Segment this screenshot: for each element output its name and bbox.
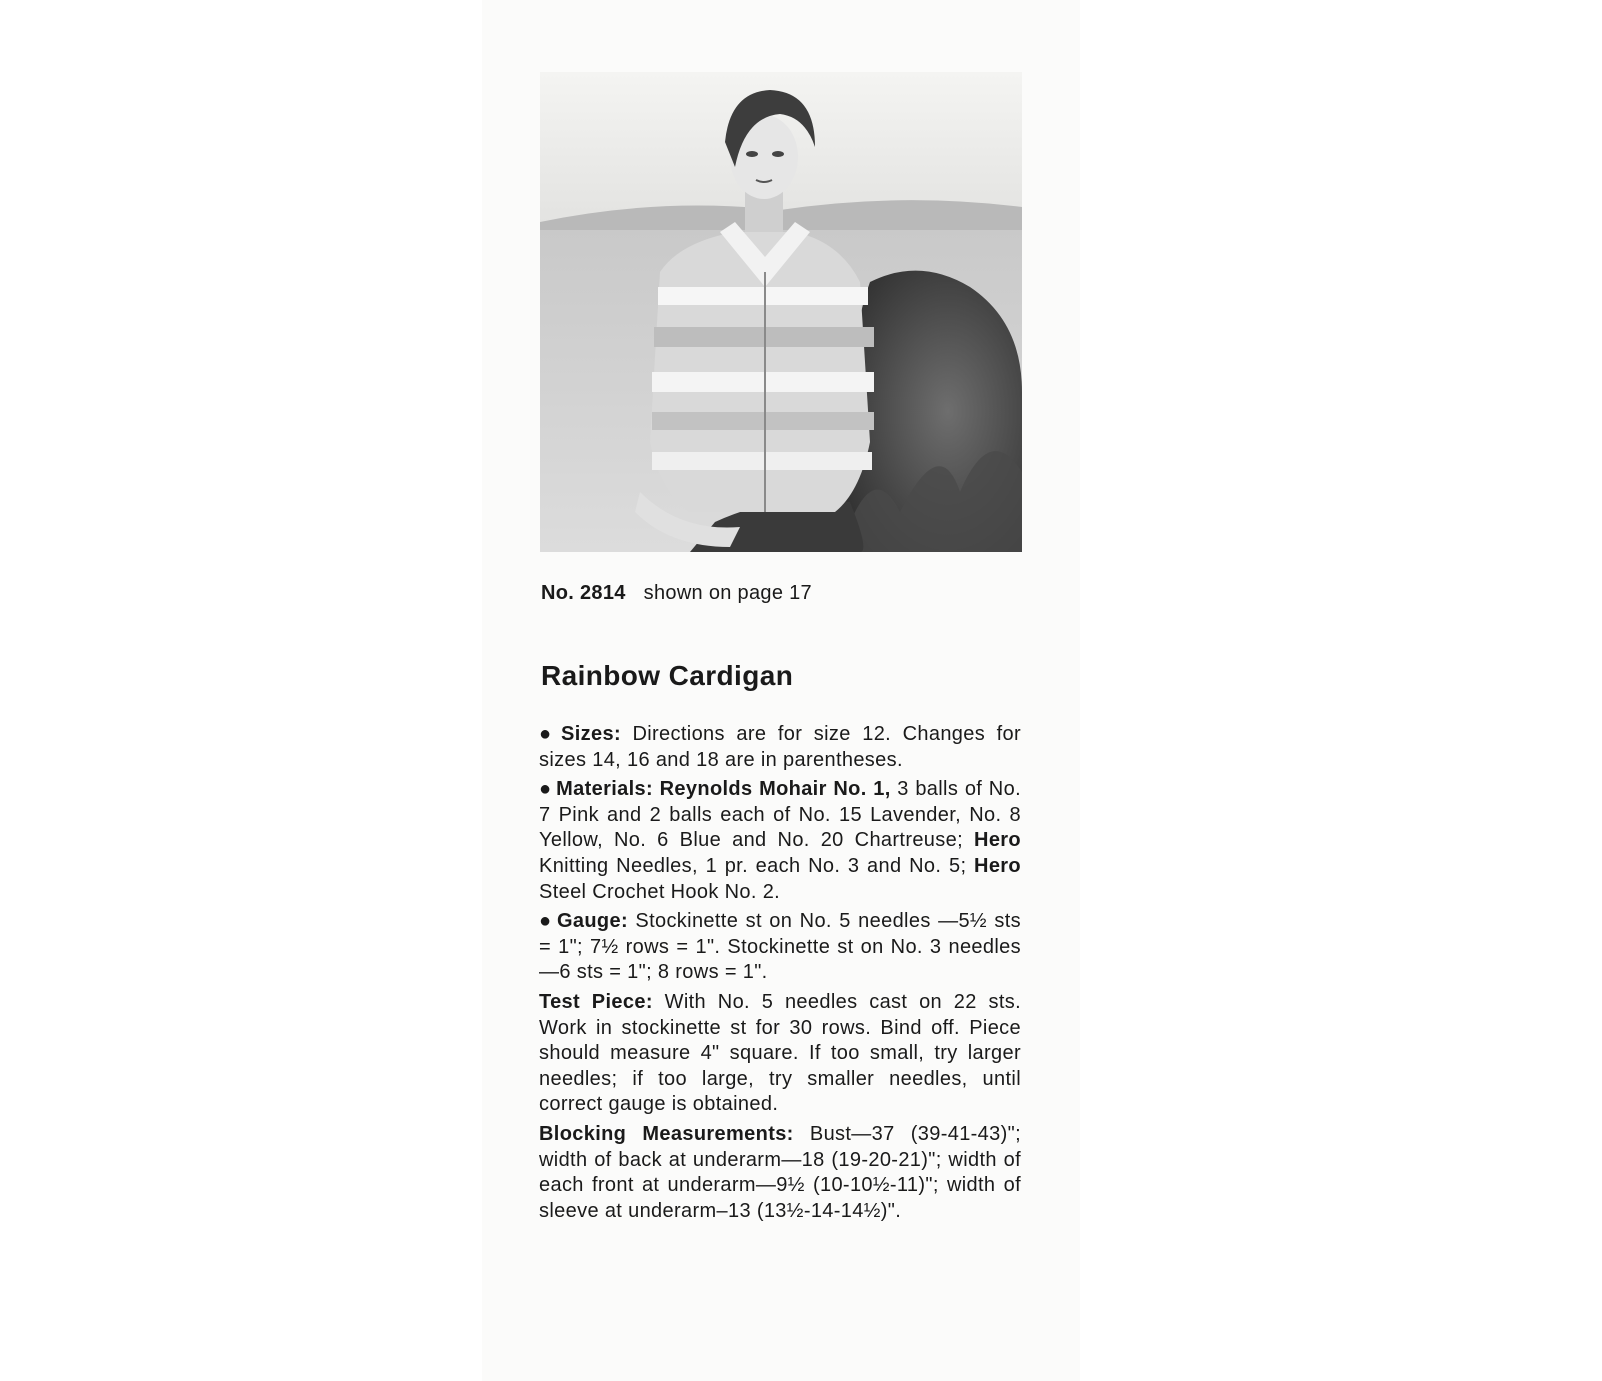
materials-needle-brand: Hero (963, 829, 1021, 852)
gauge-label: Gauge: (556, 910, 628, 933)
materials-label: Materials: (556, 778, 654, 801)
pattern-number: No. 2814 (541, 582, 626, 604)
blocking-paragraph (539, 1122, 1021, 1224)
model-photo (540, 72, 1022, 552)
test-piece-label: Test Piece: (539, 990, 653, 1013)
materials-text-1: 3 balls of No. 7 Pink and 2 balls each of No. 15 Lavender, No. 8 Yellow, No. 6 Blue and No. 20 Chartreuse; (539, 778, 1021, 852)
sizes-label: Sizes: (561, 723, 621, 745)
materials-text-2: Knitting Needles, 1 pr. each No. 3 and No. 5; (539, 854, 967, 877)
bullet-icon: ● (539, 778, 553, 801)
materials-paragraph (539, 777, 1021, 905)
bullet-icon: ● (539, 910, 553, 933)
blocking-text: Bust—37 (39-41-43)"; width of back at underarm—18 (19-20-21)"; width of each front at underarm—9½ (10-10½-11)"; width of sleeve at underarm–13 (13½-14-14½)". (539, 1122, 1021, 1222)
gauge-paragraph (539, 909, 1021, 986)
test-piece-text: With No. 5 needles cast on 22 sts. Work in stockinette st for 30 rows. Bind off. Piece should measure 4" square. If too small, try larger needles; if too large, try smaller needles, until correct gauge is obtained. (539, 990, 1021, 1116)
sizes-paragraph (539, 722, 1021, 773)
pattern-instructions (539, 722, 1021, 1228)
pattern-title: Rainbow Cardigan (541, 660, 794, 691)
materials-hook-brand: Hero (966, 854, 1021, 877)
page-reference: shown on page 17 (643, 582, 812, 604)
materials-text-3: Steel Crochet Hook No. 2. (539, 880, 781, 903)
test-piece-paragraph (539, 990, 1021, 1118)
sizes-text: Directions are for size 12. Changes for sizes 14, 16 and 18 are in parentheses. (539, 723, 1022, 771)
gauge-text: Stockinette st on No. 5 needles —5½ sts = 1"; 7½ rows = 1". Stockinette st on No. 3 needles—6 sts = 1"; 8 rows = 1". (539, 910, 1021, 984)
materials-yarn-brand: Reynolds Mohair No. 1, (653, 778, 891, 801)
bullet-icon: ● (539, 723, 558, 745)
pattern-caption (541, 582, 812, 605)
blocking-label: Blocking Measurements: (539, 1122, 794, 1145)
